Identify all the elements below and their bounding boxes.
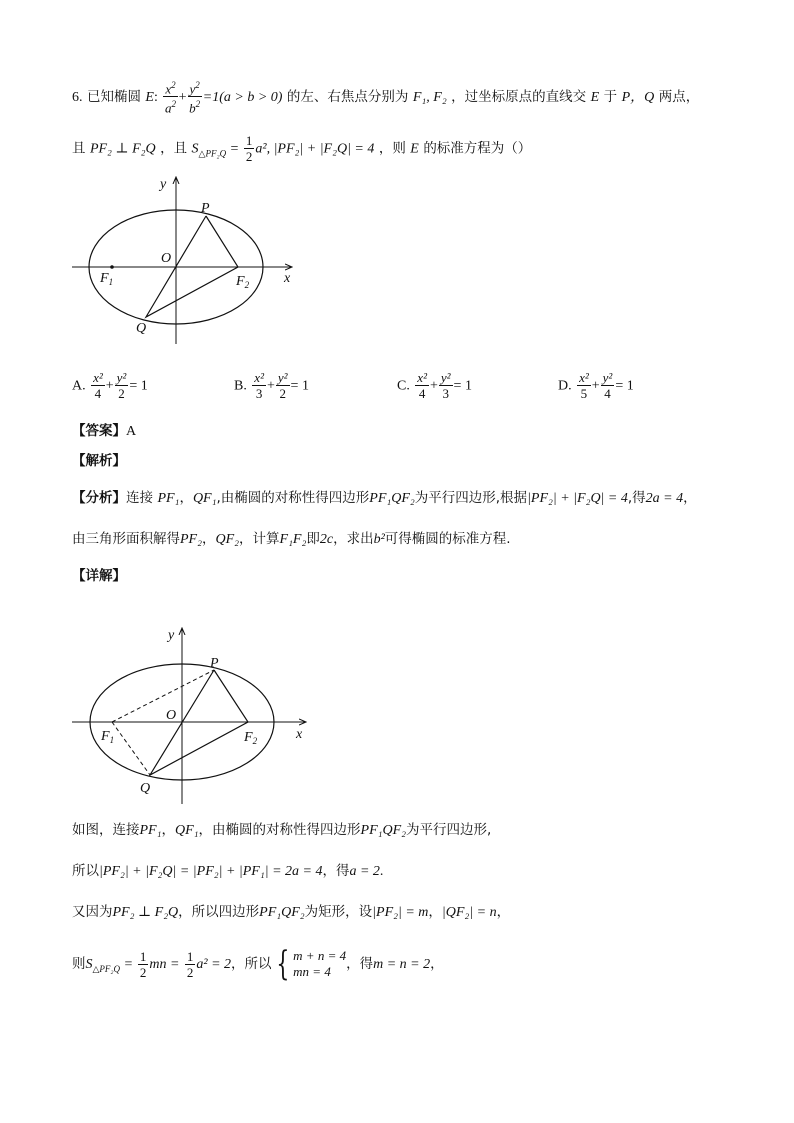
detail-line-1: 如图，连接PF₁，QF₁，由椭圆的对称性得四边形PF₁QF₂为平行四边形, bbox=[72, 822, 492, 838]
analysis-line-2: 由三角形面积解得PF₂，QF₂，计算F₁F₂即2c，求出b²可得椭圆的标准方程. bbox=[72, 531, 511, 547]
ellipse-figure-1 bbox=[70, 172, 310, 352]
detail-line-2: 所以|PF₂| + |F₂Q| = |PF₂| + |PF₁| = 2a = 4，得a = 2. bbox=[72, 863, 384, 879]
half-frac: $\frac{1}{2}$ bbox=[245, 133, 253, 164]
q-label: Q bbox=[140, 781, 151, 796]
origin-label: O bbox=[161, 251, 172, 266]
f1-label: $F_1$ bbox=[101, 729, 115, 745]
answer-label: 【答案】 bbox=[72, 423, 126, 439]
question-line-2: 且 PF₂ ⊥ F₂Q ，且 $S_{\triangle PF_2Q}$ = $\frac{1}{2}$ a², |PF₂| + |F₂Q| = 4 ，则 E 的标准方程为（） bbox=[72, 133, 532, 164]
option-b: B. $\frac{\text{x²}}{3}$ + $\frac{\text{y²}}{2}$ = 1 bbox=[234, 370, 309, 401]
f2-label: $F_2$ bbox=[236, 274, 250, 290]
option-c: C. $\frac{\text{x²}}{4}$ + $\frac{\text{y²}}{3}$ = 1 bbox=[397, 370, 472, 401]
p-label: P bbox=[201, 201, 210, 216]
q-label: Q bbox=[136, 321, 147, 336]
f2-label: $F_2$ bbox=[244, 730, 258, 746]
origin-label: O bbox=[166, 708, 177, 723]
analysis-line-1: 【分析】连接 PF₁，QF₁,由椭圆的对称性得四边形PF₁QF₂为平行四边形,根据|PF₂| + |F₂Q| = 4,得2a = 4， bbox=[72, 490, 697, 506]
y-label: y bbox=[160, 177, 167, 192]
analysis-heading: 【解析】 bbox=[72, 453, 126, 469]
detail-line-4: 则$S_{\triangle PF_2Q}$ = $\frac{1}{2}$ mn = $\frac{1}{2}$ a² = 2，所以 { m + n = 4 mn = 4 ，得m = n = 2， bbox=[72, 944, 444, 984]
x-label: x bbox=[284, 271, 291, 286]
x-label: x bbox=[296, 727, 303, 742]
answer-line bbox=[72, 419, 136, 443]
answer-value: A bbox=[126, 424, 137, 439]
f1-point bbox=[110, 265, 114, 269]
dashed-qf1 bbox=[112, 722, 150, 775]
p-label: P bbox=[210, 656, 219, 671]
question-line-1: 6. 已知椭圆 E: $\frac{x^2}{a^2}$ + $\frac{y^2}{b^2}$ =1(a > b > 0) 的左、右焦点分别为 F₁, F₂ ，过坐标原点的直线交 E 于 P，Q 两点， bbox=[72, 80, 700, 116]
f1-label: $F_1$ bbox=[100, 271, 114, 287]
ellipse-frac-y: $\frac{y^2}{b^2}$ bbox=[189, 80, 201, 116]
option-d: D. $\frac{\text{x²}}{5}$ + $\frac{\text{y²}}{4}$ = 1 bbox=[558, 370, 634, 401]
question-number: 6. bbox=[72, 89, 83, 105]
y-label: y bbox=[168, 628, 175, 643]
ellipse-frac-x: $\frac{x^2}{a^2}$ bbox=[164, 80, 176, 116]
option-a: A. $\frac{\text{x²}}{4}$ + $\frac{\text{y²}}{2}$ = 1 bbox=[72, 370, 148, 401]
detail-line-3: 又因为PF₂ ⊥ F₂Q，所以四边形PF₁QF₂为矩形，设|PF₂| = m，|QF₂| = n， bbox=[72, 904, 511, 920]
detail-heading: 【详解】 bbox=[72, 568, 126, 584]
equation-system: m + n = 4 mn = 4 bbox=[293, 948, 347, 979]
ellipse-figure-2 bbox=[70, 622, 320, 812]
